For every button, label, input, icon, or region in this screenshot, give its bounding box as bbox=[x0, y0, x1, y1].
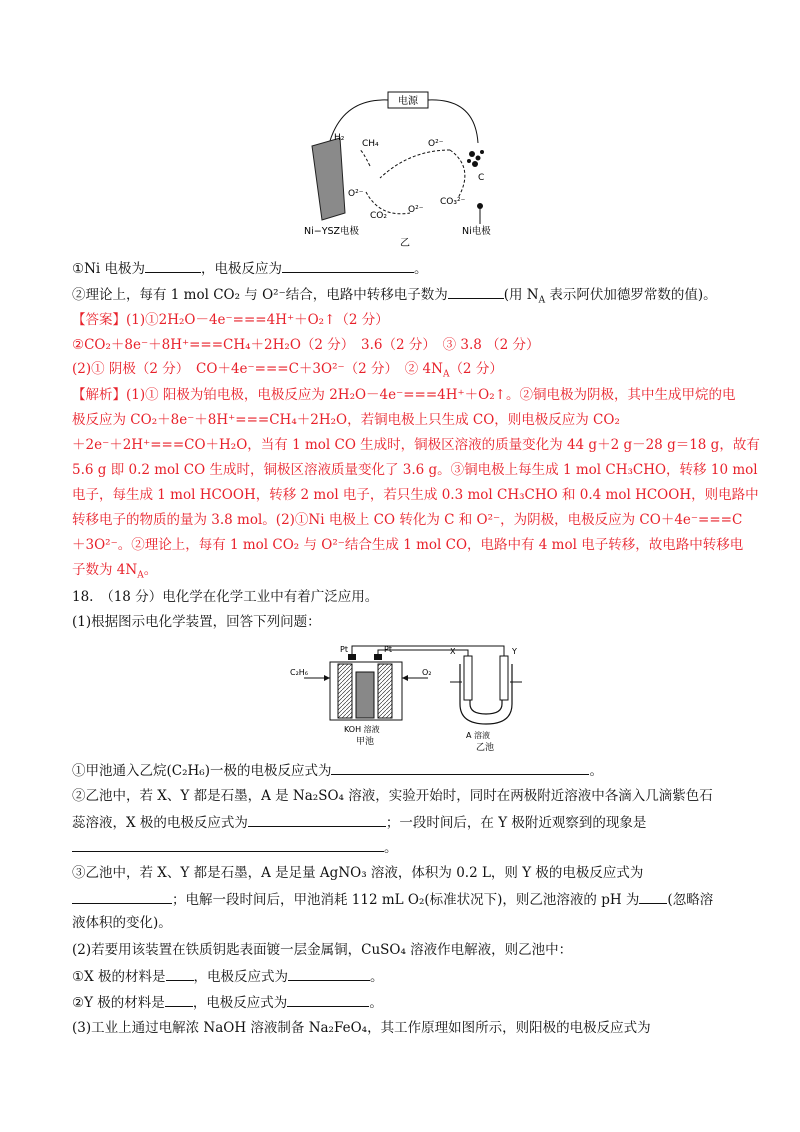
q18-item3-a: ③乙池中，若 X、Y 都是石墨，A 是足量 AgNO₃ 溶液，体积为 0.2 L，则 Y 极的电极反应式为 bbox=[72, 865, 644, 881]
answer-line-2: ②CO₂＋8e⁻＋8H⁺===CH₄＋2H₂O（2 分） 3.6（2 分） ③ 3.8 （2 分） bbox=[72, 337, 540, 353]
h2-label: H₂ bbox=[334, 133, 345, 143]
q18-item2-b: 蕊溶液，X 极的电极反应式为 ；一段时间后，在 Y 极附近观察到的现象是 bbox=[72, 812, 646, 833]
q18-x: ①X 极的材料是 ，电极反应式为 。 bbox=[72, 966, 384, 987]
q18-item2-a: ②乙池中，若 X、Y 都是石墨，A 是 Na₂SO₄ 溶液，实验开始时，同时在两极附近溶液中各滴入几滴紫色石 bbox=[72, 788, 713, 804]
analysis-line-7: ＋3O²⁻。②理论上，每有 1 mol CO₂ 与 O²⁻结合生成 1 mol CO，电路中有 4 mol 电子转移，故电路中转移电 bbox=[72, 537, 744, 553]
analysis-line-1: 【解析】(1)① 阳极为铂电极，电极反应为 2H₂O－4e⁻===4H⁺＋O₂↑。②铜电极为阴极，其中生成甲烷的电 bbox=[72, 387, 736, 403]
q18-part1: (1)根据图示电化学装置，回答下列问题： bbox=[72, 614, 321, 630]
electrochemical-diagram-2 bbox=[290, 642, 550, 754]
c2h6-label: C₂H₆ bbox=[290, 668, 309, 677]
left-electrode-label: Ni−YSZ电极 bbox=[304, 226, 360, 237]
q18-y: ②Y 极的材料是 ，电极反应式为 。 bbox=[72, 992, 383, 1013]
electrolysis-diagram-1 bbox=[300, 88, 520, 248]
analysis-line-3: ＋2e⁻＋2H⁺===CO＋H₂O，当有 1 mol CO 生成时，铜极区溶液的质量变化为 44 g＋2 g－28 g＝18 g，故有 bbox=[72, 437, 760, 453]
c-label: C bbox=[478, 173, 485, 183]
analysis-line-6: 转移电子的物质的量为 3.8 mol。(2)①Ni 电极上 CO 转化为 C 和 O²⁻，为阴极，电极反应为 CO＋4e⁻===C bbox=[72, 512, 743, 528]
cell-label: 乙 bbox=[400, 238, 410, 248]
y-label: Y bbox=[512, 647, 517, 656]
analysis-line-8: 子数为 $4N_A$。 bbox=[72, 562, 158, 581]
analysis-line-5: 电子，每生成 1 mol HCOOH，转移 2 mol 电子，若只生成 0.3 mol CH₃CHO 和 0.4 mol HCOOH，则电路中 bbox=[72, 487, 759, 503]
koh-label: KOH 溶液 bbox=[344, 725, 380, 734]
analysis-line-2: 极反应为 CO₂＋8e⁻＋8H⁺===CH₄＋2H₂O，若铜电极上只生成 CO，则电极反应为 CO₂ bbox=[72, 412, 620, 428]
ch4-arrow bbox=[360, 150, 370, 166]
ch4-label: CH₄ bbox=[362, 139, 379, 149]
o2-top-label: O²⁻ bbox=[428, 139, 444, 149]
q18-part3: (3)工业上通过电解浓 NaOH 溶液制备 Na₂FeO₄，其工作原理如图所示，则阳极的电极反应式为 bbox=[72, 1020, 651, 1036]
o2-left-label: O²⁻ bbox=[348, 189, 364, 199]
q18-part2: (2)若要用该装置在铁质钥匙表面镀一层金属铜，CuSO₄ 溶液作电解液，则乙池中： bbox=[72, 942, 573, 958]
cell-jia-label: 甲池 bbox=[356, 737, 375, 747]
carbon-particles bbox=[467, 150, 484, 167]
q18-item2-c: 。 bbox=[72, 837, 398, 858]
q18-title: 18. （18 分）电化学在化学工业中有着广泛应用。 bbox=[72, 589, 379, 605]
o2-bottom-label: O²⁻ bbox=[408, 205, 424, 215]
analysis-line-4: 5.6 g 即 0.2 mol CO 生成时，铜极区溶液质量变化了 3.6 g。③铜电极上每生成 1 mol CH₃CHO，转移 10 mol bbox=[72, 462, 758, 478]
cycle-top bbox=[380, 150, 450, 178]
ni-electrode-dot bbox=[477, 203, 483, 209]
co3-label: CO₃²⁻ bbox=[440, 197, 466, 207]
wire-right bbox=[428, 100, 478, 143]
pt-left-label: Pt bbox=[340, 645, 348, 654]
o2-label: O₂ bbox=[422, 668, 432, 677]
a-solution-label: A 溶液 bbox=[466, 731, 491, 740]
q1-b: ②理论上，每有 1 mol CO₂ 与 O²⁻结合，电路中转移电子数为 (用 $N_A$ 表示阿伏加德罗常数的值)。 bbox=[72, 284, 717, 311]
answer-line-3: (2)① 阴极（2 分） CO＋4e⁻===C＋3O²⁻（2 分） ② $4N_A(2$ 分） bbox=[72, 361, 503, 380]
q18-item1: ①甲池通入乙烷(C₂H₆)一极的电极反应式为 。 bbox=[72, 760, 603, 781]
cycle-right bbox=[450, 150, 465, 198]
cell-yi-label: 乙池 bbox=[476, 743, 495, 753]
q18-item3-c: 液体积的变化)。 bbox=[72, 915, 172, 931]
x-label: X bbox=[450, 647, 456, 656]
co2-label: CO₂ bbox=[370, 211, 387, 221]
ni-ysz-electrode bbox=[312, 138, 345, 220]
q1-a: ①Ni 电极为 ，电极反应为 。 bbox=[72, 258, 428, 279]
pt-right-label: Pt bbox=[384, 645, 392, 654]
answer-line-1: 【答案】(1)①2H₂O－4e⁻===4H⁺＋O₂↑（2 分） bbox=[72, 312, 389, 328]
right-electrode-label: Ni电极 bbox=[462, 226, 491, 237]
q18-item3-b: ；电解一段时间后，甲池消耗 112 mL O₂(标准状况下)，则乙池溶液的 pH 为 (忽略溶 bbox=[72, 889, 713, 910]
power-label: 电源 bbox=[398, 96, 418, 107]
